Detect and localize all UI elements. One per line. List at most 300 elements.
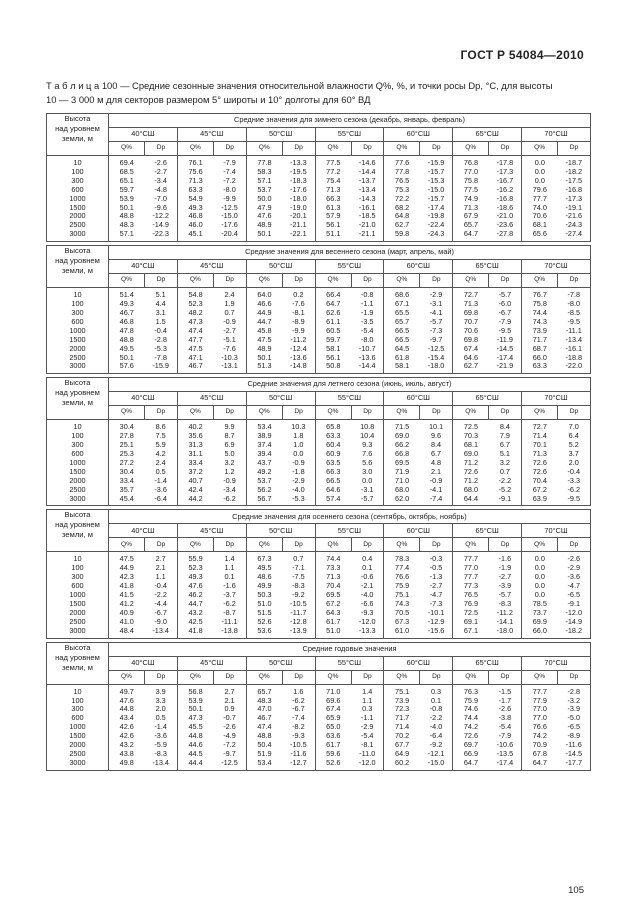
humidity-cell: 46.8: [109, 318, 145, 327]
dewpoint-cell: -6.2: [292, 695, 305, 705]
latitude-header: 70°СШ: [522, 128, 591, 142]
humidity-cell: 44.7: [246, 318, 282, 327]
humidity-cell: 63.3: [315, 432, 351, 441]
dewpoint-cell: -17.6: [290, 184, 307, 194]
dewpoint-cell: -6.5: [558, 723, 591, 732]
latitude-header: 55°СШ: [315, 260, 384, 274]
dewpoint-cell: 0.2: [293, 290, 304, 300]
dewpoint-cell: -27.8: [489, 230, 522, 241]
humidity-cell: 50.3: [246, 591, 282, 600]
dewpoint-cell: -11.1: [221, 616, 238, 626]
latitude-header: 65°СШ: [453, 392, 522, 406]
humidity-cell: 37.4: [246, 441, 282, 450]
dewpoint-cell: -15.9: [145, 362, 178, 373]
humidity-cell: 70.4: [315, 582, 351, 591]
humidity-cell: 45.1: [177, 230, 213, 241]
humidity-cell: 70.6: [453, 327, 489, 336]
humidity-subheader: Q%: [384, 538, 420, 552]
humidity-cell: 47.0: [246, 705, 282, 714]
humidity-cell: 67.2: [315, 600, 351, 609]
height-cell: 2500: [47, 618, 109, 627]
humidity-cell: 75.1: [384, 684, 420, 696]
humidity-subheader: Q%: [177, 142, 213, 156]
humidity-cell: 41.5: [109, 591, 145, 600]
humidity-cell: 77.6: [384, 156, 420, 168]
humidity-cell: 72.7: [522, 420, 558, 432]
height-cell: 300: [47, 177, 109, 186]
dewpoint-cell: -2.6: [154, 158, 167, 167]
humidity-cell: 49.2: [246, 468, 282, 477]
dewpoint-cell: 8.7: [224, 431, 235, 441]
humidity-cell: 47.9: [246, 204, 282, 213]
humidity-cell: 46.8: [177, 212, 213, 221]
humidity-cell: 76.6: [522, 723, 558, 732]
dewpoint-cell: -13.3: [290, 158, 307, 167]
dewpoint-cell: 3.3: [155, 695, 166, 705]
dewpoint-cell: -9.6: [154, 202, 167, 212]
height-cell: 3000: [47, 759, 109, 770]
dewpoint-cell: -12.4: [290, 343, 307, 353]
dewpoint-cell: -15.0: [420, 759, 453, 770]
dewpoint-subheader: Dp: [558, 274, 591, 288]
dewpoint-cell: 8.4: [430, 440, 442, 450]
humidity-cell: 68.2: [384, 204, 420, 213]
dewpoint-cell: -1.3: [429, 572, 443, 582]
height-header-line: Высота: [64, 510, 91, 520]
humidity-cell: 71.7: [522, 336, 558, 345]
dewpoint-cell: -16.8: [496, 193, 514, 203]
humidity-cell: 44.2: [177, 495, 213, 506]
dewpoint-cell: -3.9: [558, 705, 591, 714]
dewpoint-cell: 2.0: [558, 459, 591, 468]
dewpoint-cell: -3.1: [360, 484, 374, 494]
dewpoint-cell: -3.9: [498, 581, 512, 591]
height-cell: 600: [47, 186, 109, 195]
dewpoint-cell: 10.1: [428, 422, 444, 432]
humidity-cell: 43.7: [246, 459, 282, 468]
caption-line-2: 10 — 3 000 м для секторов размером 5° широты и 10° долготы для 60° ВД: [46, 94, 371, 105]
humidity-cell: 75.9: [453, 697, 489, 706]
dewpoint-cell: -0.9: [223, 316, 236, 326]
humidity-cell: 57.4: [315, 495, 351, 506]
humidity-cell: 67.3: [384, 618, 420, 627]
humidity-cell: 51.3: [246, 362, 282, 373]
dewpoint-cell: -6.0: [498, 299, 512, 309]
dewpoint-cell: -19.5: [290, 166, 307, 176]
dewpoint-cell: -3.3: [558, 477, 591, 486]
dewpoint-cell: -12.5: [427, 343, 445, 353]
humidity-cell: 30.4: [109, 420, 145, 432]
humidity-cell: 69.7: [453, 741, 489, 750]
dewpoint-cell: -1.4: [154, 722, 167, 732]
dewpoint-cell: -21.9: [489, 362, 522, 373]
dewpoint-subheader: Dp: [213, 538, 246, 552]
humidity-cell: 59.6: [315, 750, 351, 759]
humidity-cell: 52.6: [246, 618, 282, 627]
dewpoint-cell: -15.0: [221, 211, 238, 221]
dewpoint-cell: -12.9: [427, 616, 445, 626]
dewpoint-cell: -2.8: [558, 684, 591, 696]
humidity-cell: 63.3: [522, 362, 558, 373]
humidity-cell: 50.1: [246, 354, 282, 363]
dewpoint-cell: -18.2: [558, 168, 591, 177]
height-cell: 300: [47, 705, 109, 714]
dewpoint-cell: 3.0: [362, 466, 373, 476]
humidity-cell: 42.4: [177, 486, 213, 495]
humidity-cell: 66.5: [384, 336, 420, 345]
dewpoint-cell: 1.2: [224, 466, 235, 476]
humidity-cell: 67.4: [453, 345, 489, 354]
humidity-cell: 53.7: [246, 477, 282, 486]
season-title: Средние значения для весеннего сезона (март, апрель, май): [109, 246, 591, 260]
dewpoint-cell: -11.1: [558, 327, 591, 336]
humidity-cell: 47.5: [246, 336, 282, 345]
dewpoint-cell: -17.4: [427, 202, 445, 212]
dewpoint-cell: -19.0: [290, 202, 307, 212]
humidity-cell: 63.5: [315, 459, 351, 468]
dewpoint-cell: -18.0: [420, 362, 453, 373]
humidity-cell: 75.3: [384, 186, 420, 195]
dewpoint-cell: -14.5: [496, 343, 514, 353]
dewpoint-cell: -20.4: [213, 230, 246, 241]
dewpoint-cell: -9.2: [292, 590, 305, 600]
humidity-cell: 53.6: [246, 627, 282, 638]
humidity-cell: 61.7: [315, 618, 351, 627]
dewpoint-cell: -22.1: [282, 230, 315, 241]
height-cell: 1500: [47, 600, 109, 609]
height-cell: 1500: [47, 336, 109, 345]
latitude-header: 70°СШ: [522, 392, 591, 406]
humidity-cell: 73.9: [384, 697, 420, 706]
dewpoint-cell: -11.9: [496, 334, 513, 344]
dewpoint-subheader: Dp: [489, 538, 522, 552]
dewpoint-cell: -13.4: [558, 336, 591, 345]
dewpoint-cell: -12.1: [427, 748, 445, 758]
dewpoint-cell: -5.3: [282, 495, 315, 506]
humidity-cell: 49.9: [246, 582, 282, 591]
height-cell: 2000: [47, 477, 109, 486]
dewpoint-cell: 7.5: [155, 431, 166, 441]
humidity-cell: 48.9: [246, 221, 282, 230]
humidity-cell: 74.9: [453, 195, 489, 204]
humidity-cell: 67.7: [384, 741, 420, 750]
height-column-header: [47, 246, 109, 288]
dewpoint-cell: 4.2: [155, 449, 166, 459]
humidity-cell: 72.6: [453, 732, 489, 741]
dewpoint-subheader: Dp: [145, 274, 178, 288]
dewpoint-cell: -7.1: [292, 563, 305, 573]
humidity-subheader: Q%: [384, 670, 420, 684]
humidity-cell: 59.8: [384, 230, 420, 241]
humidity-cell: 46.7: [177, 362, 213, 373]
humidity-cell: 75.6: [177, 168, 213, 177]
humidity-cell: 25.3: [109, 450, 145, 459]
dewpoint-cell: 5.0: [224, 449, 235, 459]
dewpoint-cell: -3.6: [154, 731, 167, 741]
dewpoint-subheader: Dp: [351, 670, 384, 684]
dewpoint-subheader: Dp: [351, 538, 384, 552]
dewpoint-cell: -3.1: [429, 299, 443, 309]
humidity-subheader: Q%: [246, 670, 282, 684]
humidity-cell: 77.5: [315, 156, 351, 168]
humidity-cell: 27.2: [109, 459, 145, 468]
dewpoint-cell: -0.5: [429, 563, 443, 573]
height-cell: 1000: [47, 723, 109, 732]
dewpoint-cell: 1.1: [362, 695, 373, 705]
humidity-cell: 48.3: [109, 221, 145, 230]
humidity-cell: 72.7: [453, 288, 489, 300]
height-column-header: [47, 510, 109, 552]
dewpoint-cell: -1.6: [223, 581, 236, 591]
dewpoint-cell: -21.0: [358, 220, 376, 230]
humidity-cell: 71.3: [453, 300, 489, 309]
dewpoint-cell: -5.7: [498, 590, 512, 600]
dewpoint-subheader: Dp: [351, 142, 384, 156]
humidity-cell: 53.4: [246, 420, 282, 432]
dewpoint-cell: -6.7: [154, 607, 167, 617]
dewpoint-subheader: Dp: [420, 274, 453, 288]
humidity-cell: 68.7: [522, 345, 558, 354]
humidity-cell: 66.5: [315, 477, 351, 486]
height-cell: 2000: [47, 212, 109, 221]
dewpoint-cell: 0.7: [499, 466, 510, 476]
latitude-header: 50°СШ: [246, 260, 315, 274]
dewpoint-cell: -13.9: [282, 627, 315, 638]
humidity-cell: 71.4: [384, 723, 420, 732]
humidity-cell: 57.1: [109, 230, 145, 241]
dewpoint-subheader: Dp: [489, 142, 522, 156]
humidity-cell: 64.3: [315, 609, 351, 618]
latitude-header: 50°СШ: [246, 656, 315, 670]
humidity-cell: 49.5: [246, 564, 282, 573]
dewpoint-cell: 3.9: [155, 686, 166, 696]
dewpoint-cell: 2.1: [224, 695, 235, 705]
humidity-cell: 57.9: [315, 212, 351, 221]
height-cell: 100: [47, 168, 109, 177]
humidity-cell: 61.1: [315, 318, 351, 327]
humidity-cell: 71.4: [522, 432, 558, 441]
season-block: [46, 113, 591, 242]
humidity-cell: 51.0: [315, 627, 351, 638]
dewpoint-cell: -4.1: [429, 307, 443, 317]
humidity-cell: 72.5: [453, 420, 489, 432]
dewpoint-cell: -9.3: [292, 731, 305, 741]
dewpoint-cell: 3.1: [155, 307, 166, 317]
dewpoint-subheader: Dp: [145, 406, 178, 420]
height-header-line: земли, м: [62, 398, 93, 408]
humidity-cell: 71.9: [384, 468, 420, 477]
humidity-cell: 48.8: [109, 336, 145, 345]
dewpoint-cell: -13.4: [145, 627, 178, 638]
humidity-cell: 49.3: [177, 204, 213, 213]
humidity-cell: 67.1: [384, 300, 420, 309]
dewpoint-cell: -13.6: [358, 352, 376, 362]
humidity-cell: 56.7: [246, 495, 282, 506]
humidity-cell: 64.6: [315, 486, 351, 495]
humidity-subheader: Q%: [109, 274, 145, 288]
dewpoint-cell: -9.3: [360, 607, 374, 617]
humidity-cell: 31.3: [177, 441, 213, 450]
dewpoint-subheader: Dp: [489, 406, 522, 420]
humidity-cell: 74.4: [453, 714, 489, 723]
humidity-cell: 64.4: [453, 495, 489, 506]
dewpoint-cell: -1.1: [360, 713, 374, 723]
table-row: [47, 362, 591, 373]
dewpoint-cell: -4.8: [154, 184, 167, 194]
height-cell: 2500: [47, 486, 109, 495]
latitude-header: 50°СШ: [246, 392, 315, 406]
dewpoint-cell: -5.1: [223, 334, 236, 344]
dewpoint-cell: -8.3: [498, 599, 512, 608]
humidity-cell: 77.5: [453, 186, 489, 195]
humidity-cell: 69.0: [453, 450, 489, 459]
dewpoint-cell: -6.4: [145, 495, 178, 506]
humidity-cell: 0.0: [522, 552, 558, 564]
humidity-cell: 79.6: [522, 186, 558, 195]
dewpoint-cell: -14.9: [152, 220, 169, 230]
dewpoint-cell: -6.6: [360, 599, 374, 608]
dewpoint-cell: -0.6: [360, 572, 374, 582]
humidity-cell: 77.8: [246, 156, 282, 168]
humidity-cell: 68.0: [453, 486, 489, 495]
dewpoint-cell: -2.7: [223, 325, 236, 335]
humidity-cell: 50.8: [315, 362, 351, 373]
dewpoint-cell: -2.7: [498, 572, 512, 582]
humidity-cell: 64.8: [384, 212, 420, 221]
dewpoint-cell: -9.5: [558, 318, 591, 327]
humidity-cell: 70.7: [453, 318, 489, 327]
dewpoint-cell: -10.6: [496, 740, 514, 750]
humidity-cell: 77.0: [522, 705, 558, 714]
humidity-cell: 60.9: [315, 450, 351, 459]
humidity-cell: 51.9: [246, 750, 282, 759]
dewpoint-subheader: Dp: [145, 538, 178, 552]
humidity-subheader: Q%: [384, 142, 420, 156]
humidity-cell: 47.8: [109, 327, 145, 336]
dewpoint-cell: -18.5: [358, 211, 376, 221]
dewpoint-cell: -14.5: [558, 750, 591, 759]
dewpoint-cell: -5.7: [351, 495, 384, 506]
height-cell: 3000: [47, 495, 109, 506]
dewpoint-cell: -24.3: [558, 221, 591, 230]
humidity-cell: 49.8: [109, 759, 145, 770]
humidity-subheader: Q%: [246, 274, 282, 288]
humidity-dewpoint-table: [46, 113, 586, 774]
humidity-cell: 44.7: [177, 600, 213, 609]
humidity-cell: 49.5: [109, 345, 145, 354]
height-cell: 2500: [47, 354, 109, 363]
dewpoint-cell: -12.8: [290, 616, 307, 626]
dewpoint-cell: -12.5: [213, 759, 246, 770]
dewpoint-cell: -18.3: [290, 175, 307, 185]
humidity-cell: 69.5: [384, 459, 420, 468]
latitude-header: 60°СШ: [384, 260, 453, 274]
humidity-cell: 64.9: [384, 750, 420, 759]
humidity-subheader: Q%: [453, 670, 489, 684]
dewpoint-cell: 2.7: [224, 686, 235, 696]
humidity-cell: 66.2: [384, 441, 420, 450]
season-block: [46, 642, 591, 771]
humidity-subheader: Q%: [315, 142, 351, 156]
dewpoint-cell: -0.8: [429, 704, 443, 714]
dewpoint-cell: -8.1: [360, 740, 374, 750]
humidity-cell: 45.8: [246, 327, 282, 336]
latitude-header: 55°СШ: [315, 392, 384, 406]
dewpoint-cell: -14.4: [358, 166, 376, 176]
season-title: Средние значения для осеннего сезона (сентябрь, октябрь, ноябрь): [109, 510, 591, 524]
humidity-cell: 52.3: [177, 564, 213, 573]
dewpoint-cell: 0.7: [293, 554, 304, 564]
humidity-cell: 50.1: [177, 705, 213, 714]
dewpoint-cell: 4.4: [155, 299, 166, 309]
height-cell: 10: [47, 156, 109, 168]
dewpoint-cell: -10.5: [290, 599, 307, 608]
humidity-cell: 71.3: [315, 573, 351, 582]
dewpoint-subheader: Dp: [489, 274, 522, 288]
humidity-cell: 58.1: [384, 362, 420, 373]
humidity-cell: 67.4: [315, 705, 351, 714]
page-number: 105: [568, 885, 584, 896]
humidity-subheader: Q%: [315, 670, 351, 684]
humidity-cell: 69.0: [384, 432, 420, 441]
dewpoint-cell: -7.2: [223, 740, 236, 750]
humidity-subheader: Q%: [453, 274, 489, 288]
dewpoint-cell: -6.2: [558, 486, 591, 495]
dewpoint-subheader: Dp: [213, 406, 246, 420]
humidity-cell: 47.3: [177, 318, 213, 327]
humidity-cell: 69.4: [109, 156, 145, 168]
humidity-cell: 60.2: [384, 759, 420, 770]
humidity-subheader: Q%: [453, 142, 489, 156]
humidity-cell: 49.3: [177, 573, 213, 582]
dewpoint-cell: -0.7: [223, 713, 236, 723]
humidity-cell: 49.7: [109, 684, 145, 696]
dewpoint-cell: 0.4: [362, 554, 373, 564]
dewpoint-cell: -16.7: [496, 175, 514, 185]
dewpoint-cell: -0.3: [429, 554, 443, 564]
dewpoint-cell: 7.9: [499, 431, 510, 441]
humidity-cell: 70.5: [384, 609, 420, 618]
humidity-cell: 46.7: [246, 714, 282, 723]
height-cell: 100: [47, 300, 109, 309]
humidity-cell: 75.8: [453, 177, 489, 186]
latitude-header: 40°СШ: [109, 656, 178, 670]
dewpoint-cell: -21.1: [351, 230, 384, 241]
dewpoint-cell: -7.9: [498, 731, 512, 741]
humidity-cell: 0.0: [522, 156, 558, 168]
document-id-header: ГОСТ Р 54084—2010: [460, 48, 584, 62]
latitude-header: 45°СШ: [177, 392, 246, 406]
dewpoint-cell: -10.3: [221, 352, 238, 362]
dewpoint-cell: -6.5: [558, 591, 591, 600]
humidity-cell: 69.5: [315, 591, 351, 600]
table-row: [47, 684, 591, 696]
humidity-cell: 54.9: [177, 195, 213, 204]
dewpoint-cell: 0.3: [430, 686, 442, 696]
dewpoint-subheader: Dp: [282, 670, 315, 684]
humidity-subheader: Q%: [453, 406, 489, 420]
humidity-cell: 35.7: [109, 486, 145, 495]
humidity-cell: 56.8: [177, 684, 213, 696]
dewpoint-cell: -1.1: [360, 299, 374, 309]
humidity-cell: 74.4: [315, 552, 351, 564]
humidity-cell: 48.2: [177, 309, 213, 318]
dewpoint-cell: -15.3: [427, 175, 445, 185]
dewpoint-cell: -2.2: [498, 475, 512, 485]
humidity-subheader: Q%: [315, 274, 351, 288]
humidity-cell: 44.5: [177, 750, 213, 759]
humidity-subheader: Q%: [246, 406, 282, 420]
